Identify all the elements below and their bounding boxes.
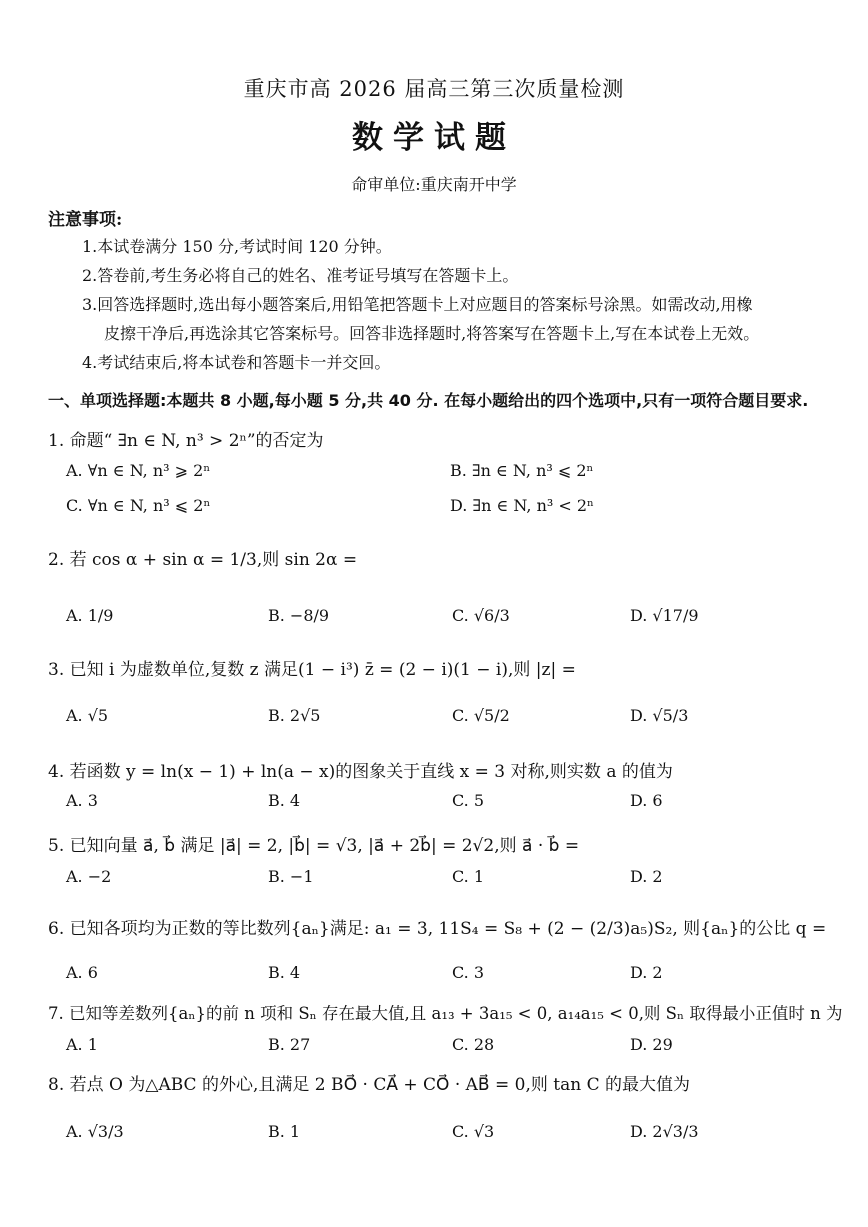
option-d: D. 2 <box>630 867 663 886</box>
exam-subtitle: 重庆市高 2026 届高三第三次质量检测 <box>243 77 625 101</box>
option-d: D. 29 <box>630 1035 673 1054</box>
note-item: 2.答卷前,考生务必将自己的姓名、准考证号填写在答题卡上。 <box>82 266 519 285</box>
option-b: B. ∃n ∈ N, n³ ⩽ 2ⁿ <box>450 461 594 480</box>
option-d: D. 2√3/3 <box>630 1122 699 1141</box>
question-stem: 1. 命题“ ∃n ∈ N, n³ > 2ⁿ”的否定为 <box>48 431 324 451</box>
option-c: C. 28 <box>452 1035 495 1054</box>
note-item: 1.本试卷满分 150 分,考试时间 120 分钟。 <box>82 237 392 256</box>
option-a: A. 3 <box>66 791 98 810</box>
option-d: D. ∃n ∈ N, n³ < 2ⁿ <box>450 496 594 515</box>
option-a: A. −2 <box>66 867 112 886</box>
option-a: A. 1 <box>66 1035 98 1054</box>
option-c: C. 5 <box>452 791 485 810</box>
question-stem: 8. 若点 O 为△ABC 的外心,且满足 2 BO⃗ · CA⃗ + CO⃗ · AB⃗ = 0,则 tan C 的最大值为 <box>48 1075 690 1095</box>
note-item: 4.考试结束后,将本试卷和答题卡一并交回。 <box>82 353 391 372</box>
option-b: B. 27 <box>268 1035 311 1054</box>
option-a: A. 6 <box>66 963 98 982</box>
option-c: C. 3 <box>452 963 485 982</box>
option-d: D. 2 <box>630 963 663 982</box>
option-b: B. 4 <box>268 791 301 810</box>
question-stem: 7. 已知等差数列{aₙ}的前 n 项和 Sₙ 存在最大值,且 a₁₃ + 3a₁₅ < 0, a₁₄a₁₅ < 0,则 Sₙ 取得最小正值时 n 为 <box>48 1004 843 1023</box>
option-d: D. 6 <box>630 791 663 810</box>
question-stem: 2. 若 cos α + sin α = 1/3,则 sin 2α = <box>48 550 358 570</box>
option-c: C. √3 <box>452 1122 495 1141</box>
exam-title: 数学试题 <box>352 120 516 156</box>
option-b: B. 4 <box>268 963 301 982</box>
question-stem: 5. 已知向量 a⃗, b⃗ 满足 |a⃗| = 2, |b⃗| = √3, |a⃗ + 2b⃗| = 2√2,则 a⃗ · b⃗ = <box>48 836 580 856</box>
option-a: A. ∀n ∈ N, n³ ⩾ 2ⁿ <box>66 461 211 480</box>
option-d: D. √5/3 <box>630 706 689 725</box>
note-item: 皮擦干净后,再选涂其它答案标号。回答非选择题时,将答案写在答题卡上,写在本试卷上无效。 <box>104 324 760 343</box>
option-b: B. 1 <box>268 1122 301 1141</box>
option-b: B. 2√5 <box>268 706 321 725</box>
note-item: 3.回答选择题时,选出每小题答案后,用铅笔把答题卡上对应题目的答案标号涂黑。如需改动,用橡 <box>82 295 753 314</box>
question-stem: 3. 已知 i 为虚数单位,复数 z 满足(1 − i³) z̄ = (2 − i)(1 − i),则 |z| = <box>48 660 576 680</box>
exam-unit: 命审单位:重庆南开中学 <box>351 175 517 194</box>
option-c: C. 1 <box>452 867 485 886</box>
question-stem: 4. 若函数 y = ln(x − 1) + ln(a − x)的图象关于直线 x = 3 对称,则实数 a 的值为 <box>48 762 673 782</box>
section-heading: 一、单项选择题:本题共 8 小题,每小题 5 分,共 40 分. 在每小题给出的四个选项中,只有一项符合题目要求. <box>48 391 809 410</box>
option-d: D. √17/9 <box>630 606 699 625</box>
option-c: C. √6/3 <box>452 606 510 625</box>
option-a: A. √3/3 <box>66 1122 124 1141</box>
question-stem: 6. 已知各项均为正数的等比数列{aₙ}满足: a₁ = 3, 11S₄ = S₈ + (2 − (2/3)a₅)S₂, 则{aₙ}的公比 q = <box>48 919 827 939</box>
option-a: A. 1/9 <box>66 606 114 625</box>
notes-title: 注意事项: <box>48 210 123 230</box>
option-a: A. √5 <box>66 706 109 725</box>
option-c: C. √5/2 <box>452 706 510 725</box>
option-b: B. −8/9 <box>268 606 330 625</box>
option-b: B. −1 <box>268 867 314 886</box>
option-c: C. ∀n ∈ N, n³ ⩽ 2ⁿ <box>66 496 211 515</box>
